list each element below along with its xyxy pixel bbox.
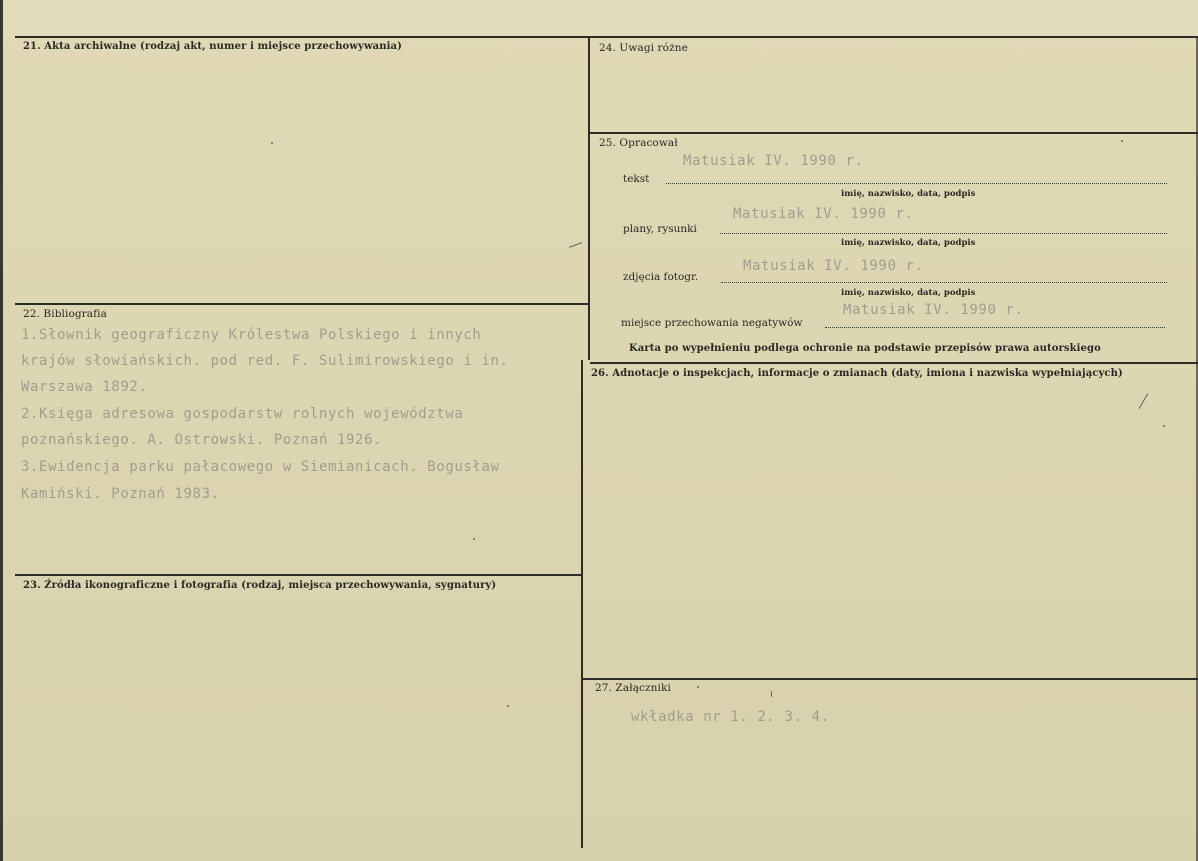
section-27-label: 27. Załączniki <box>595 682 671 694</box>
author-text-caption: imię, nazwisko, data, podpis <box>841 189 976 199</box>
photos-caption: imię, nazwisko, data, podpis <box>841 288 976 298</box>
pen-mark <box>1139 393 1149 409</box>
paper-speck <box>1163 425 1165 427</box>
plans-drawings-line <box>720 233 1167 234</box>
author-text-line <box>666 183 1167 184</box>
rule-21-22 <box>15 303 589 305</box>
negatives-location-line <box>825 327 1165 328</box>
bibliography-line-7: Kamiński. Poznań 1983. <box>21 486 220 502</box>
center-divider-lower <box>581 360 583 848</box>
rule-22-23 <box>15 574 583 576</box>
pen-mark <box>569 242 582 248</box>
plans-drawings-value: Matusiak IV. 1990 r. <box>733 206 914 222</box>
bibliography-line-4: 2.Księga adresowa gospodarstw rolnych województwa <box>21 406 464 422</box>
section-22-label: 22. Bibliografia <box>23 308 107 320</box>
section-23-label: 23. Źródła ikonograficzne i fotografia (rodzaj, miejsca przechowywania, sygnatury) <box>23 580 497 591</box>
rule-25-26 <box>590 362 1198 364</box>
photos-line <box>721 282 1167 283</box>
section-24-label: 24. Uwagi różne <box>599 42 688 54</box>
rule-24-25 <box>590 132 1198 134</box>
bibliography-line-2: krajów słowiańskich. pod red. F. Sulimirowskiego i in. <box>21 353 509 369</box>
section-26-label: 26. Adnotacje o inspekcjach, informacje o zmianach (daty, imiona i nazwiska wypełniających) <box>591 368 1123 379</box>
author-text-value: Matusiak IV. 1990 r. <box>683 153 864 169</box>
center-divider <box>588 37 590 360</box>
card-top-strip <box>3 0 1198 36</box>
author-text-field-label: tekst <box>623 173 650 185</box>
paper-speck <box>473 538 475 540</box>
plans-drawings-caption: imię, nazwisko, data, podpis <box>841 238 976 248</box>
top-rule <box>15 36 1198 38</box>
plans-drawings-field-label: plany, rysunki <box>623 223 697 235</box>
bibliography-line-5: poznańskiego. A. Ostrowski. Poznań 1926. <box>21 432 383 448</box>
attachments-value: wkładka nr 1. 2. 3. 4. <box>631 709 830 725</box>
paper-speck <box>271 142 273 144</box>
photos-value: Matusiak IV. 1990 r. <box>743 258 924 274</box>
section-25-label: 25. Opracował <box>599 137 678 149</box>
paper-speck <box>1121 140 1123 142</box>
paper-speck <box>697 686 699 688</box>
rule-26-27 <box>583 678 1198 680</box>
negatives-location-value: Matusiak IV. 1990 r. <box>843 302 1024 318</box>
copyright-notice: Karta po wypełnieniu podlega ochronie na podstawie przepisów prawa autorskiego <box>629 343 1101 354</box>
pen-mark <box>771 691 772 697</box>
bibliography-line-3: Warszawa 1892. <box>21 379 148 395</box>
section-21-label: 21. Akta archiwalne (rodzaj akt, numer i miejsce przechowywania) <box>23 41 402 52</box>
paper-speck <box>507 705 509 707</box>
photos-field-label: zdjęcia fotogr. <box>623 271 699 283</box>
bibliography-line-6: 3.Ewidencja parku pałacowego w Siemianicach. Bogusław <box>21 459 500 475</box>
negatives-location-field-label: miejsce przechowania negatywów <box>621 317 803 329</box>
bibliography-line-1: 1.Słownik geograficzny Królestwa Polskiego i innych <box>21 327 482 343</box>
